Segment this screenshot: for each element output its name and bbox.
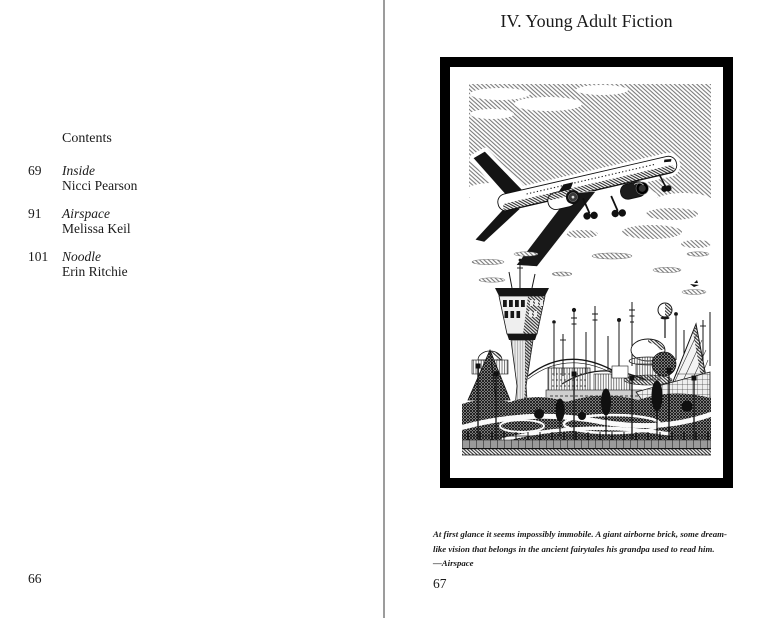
table-of-contents	[28, 131, 137, 292]
epigraph-attribution: —Airspace	[433, 558, 474, 568]
right-page-number: 67	[433, 576, 447, 591]
toc-title: Airspace	[62, 206, 110, 221]
toc-author: Nicci Pearson	[62, 178, 138, 193]
toc-title: Noodle	[62, 249, 101, 264]
toc-entry-text	[62, 206, 131, 236]
left-pyramid	[468, 350, 510, 400]
epigraph-line: At first glance it seems impossibly immobile. A giant airborne brick, some dream-	[433, 529, 727, 539]
toc-entry	[28, 249, 137, 279]
section-title: IV. Young Adult Fiction	[500, 11, 673, 31]
toc-page-number: 91	[28, 206, 42, 221]
page-divider	[383, 0, 385, 618]
toc-title: Inside	[62, 163, 95, 178]
toc-entry	[28, 206, 137, 236]
toc-author: Erin Ritchie	[62, 264, 128, 279]
epigraph-line: like vision that belongs in the ancient fairytales his grandpa used to read him.	[433, 543, 715, 554]
left-page-number: 66	[28, 571, 42, 586]
toc-entry-text	[62, 163, 137, 193]
toc-page-number: 69	[28, 163, 42, 178]
toc-author: Melissa Keil	[62, 221, 131, 236]
illustration-frame	[440, 57, 733, 488]
contents-heading: Contents	[62, 131, 112, 146]
toc-entry-text	[62, 249, 128, 279]
chapter-epigraph	[433, 527, 735, 571]
airplane-city-illustration	[462, 84, 711, 458]
distant-plane	[690, 280, 699, 287]
toc-page-number: 101	[28, 249, 49, 264]
toc-entry	[28, 163, 137, 193]
boundary-wall	[462, 440, 711, 449]
